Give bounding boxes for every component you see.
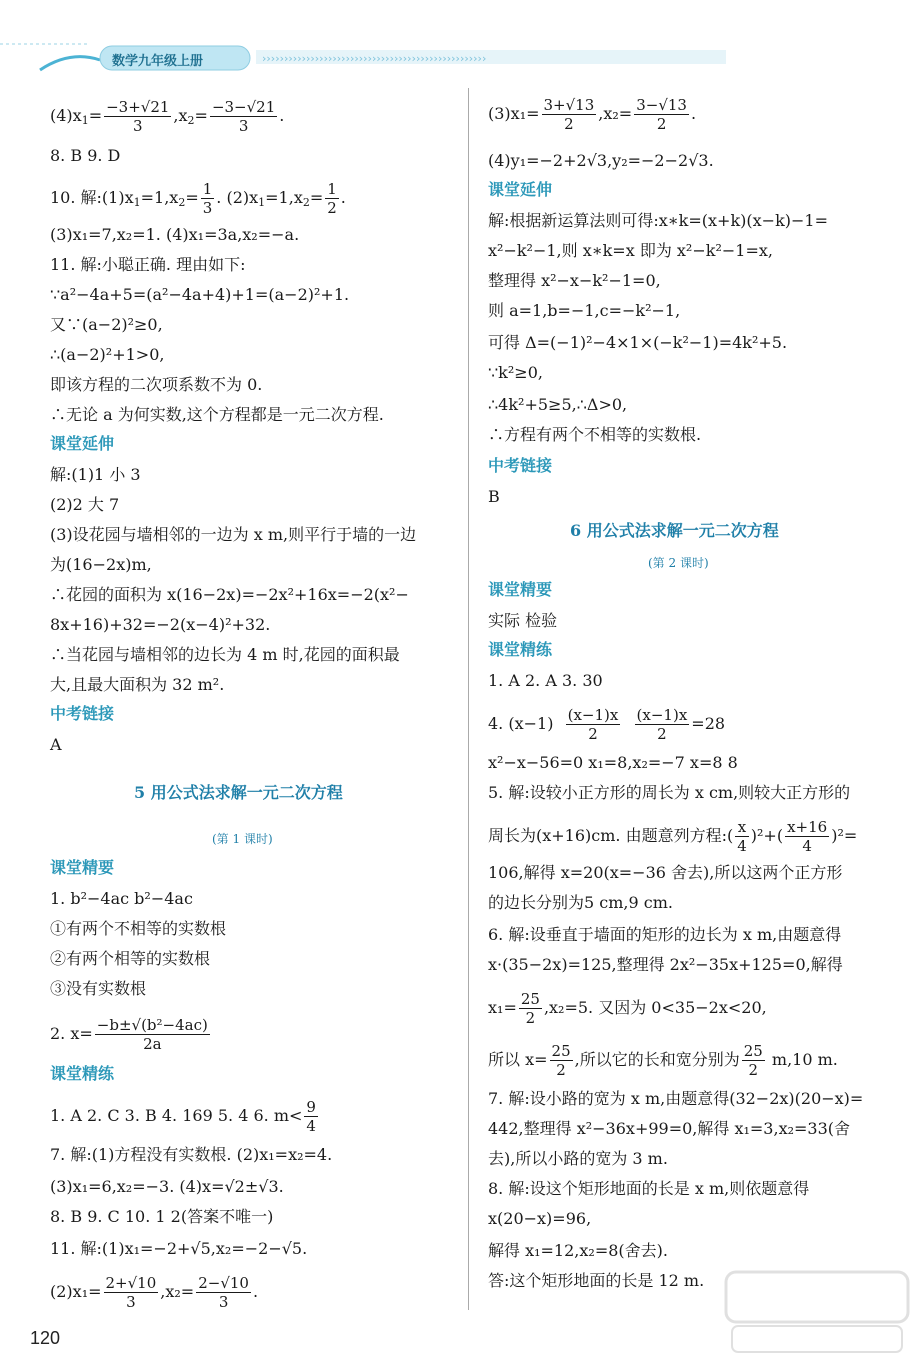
fraction: $\frac{-3-√21}{3}$	[211, 98, 276, 135]
answer-line: 大,且最大面积为 32 m².	[50, 675, 225, 694]
answer-line: 解得 x₁=12,x₂=8(舍去).	[488, 1241, 668, 1260]
answer-line: 8. 解:设这个矩形地面的长是 x m,则依题意得	[488, 1179, 810, 1198]
answer-line: 10. 解$:(1)x_1=1,x_2=$ $\frac{1}{3}$ . $(2)x_1=1,x_2=$ $\frac{1}{2}$ .	[50, 180, 346, 217]
answer-line: 实际 检验	[488, 611, 558, 630]
fraction: $\frac{3+√13}{2}$	[543, 96, 595, 133]
column-divider	[468, 88, 469, 1310]
answer-line: 解:根据新运算法则可得:x∗k=(x+k)(x−k)−1=	[488, 211, 828, 230]
answer-line: 4. (x−1) $\frac{(x-1)x}{2}$ $\frac{(x-1)x}{2}$ =28	[488, 706, 726, 743]
answer-line: ∴花园的面积为 x(16−2x)=−2x²+16x=−2(x²−	[50, 585, 409, 604]
answer-line: 7. 解:设小路的宽为 x m,由题意得(32−2x)(20−x)=	[488, 1089, 864, 1108]
lesson-subtitle: (第 2 课时)	[648, 556, 709, 570]
fraction: $\frac{25}{2}$	[743, 1042, 763, 1079]
answer-line: ②有两个相等的实数根	[50, 949, 211, 968]
answer-line: ∵a²−4a+5=(a²−4a+4)+1=(a−2)²+1.	[50, 285, 350, 304]
answer-line: x²−x−56=0 x₁=8,x₂=−7 x=8 8	[488, 753, 738, 772]
fraction: $\frac{2+√10}{3}$	[105, 1274, 157, 1311]
svg-text:››››››››››››››››››››››››››››››: ›››››››››››››››››››››››››››››››››››››››››››››››››››	[262, 52, 487, 65]
answer-line: ∵k²≥0,	[488, 363, 543, 382]
section-heading: 课堂精要	[488, 582, 553, 599]
answer-line: 为(16−2x)m,	[50, 555, 152, 574]
section-heading: 课堂延伸	[50, 436, 115, 453]
fraction: $\frac{x}{4}$	[737, 818, 747, 855]
answer-line: 解:(1)1 小 3	[50, 465, 141, 484]
answer-line: 1. A 2. C 3. B 4. 169 5. 4 6. m< $\frac{9}{4}$	[50, 1098, 316, 1135]
answer-line: (3)x₁=6,x₂=−3. (4)x=√2±√3.	[50, 1177, 284, 1196]
answer-line: 8. B 9. D	[50, 146, 121, 165]
fraction: $\frac{1}{3}$	[202, 180, 213, 217]
answer-line: ∴无论 a 为何实数,这个方程都是一元二次方程.	[50, 405, 384, 424]
page-number: 120	[30, 1328, 61, 1348]
answer-line: ∴4k²+5≥5,∴Δ>0,	[488, 395, 628, 414]
section-heading: 课堂精练	[488, 642, 553, 659]
answer-line: ∴方程有两个不相等的实数根.	[488, 425, 702, 444]
answer-line: 答:这个矩形地面的长是 12 m.	[488, 1271, 705, 1290]
answer-line: 又∵(a−2)²≥0,	[50, 315, 163, 334]
answer-line: (2)2 大 7	[50, 495, 120, 514]
answer-line: 106,解得 x=20(x=−36 舍去),所以这两个正方形	[488, 863, 843, 882]
fraction: $\frac{3-√13}{2}$	[636, 96, 687, 133]
fraction: $\frac{\text{−b±√(b²−4ac)}}{2a}$	[96, 1016, 208, 1053]
answer-line: (3)x₁=7,x₂=1. (4)x₁=3a,x₂=−a.	[50, 225, 300, 244]
answer-line: 2. x= $\frac{\text{−b±√(b²−4ac)}}{2a}$	[50, 1016, 208, 1053]
fraction: $\frac{25}{2}$	[520, 990, 540, 1027]
answer-line: (3)x₁= $\frac{3+√13}{2}$ ,x₂= $\frac{3-√13}{2}$ .	[488, 96, 697, 133]
answer-line: ①有两个不相等的实数根	[50, 919, 227, 938]
answer-line: 1. A 2. A 3. 30	[488, 671, 603, 690]
page-header	[0, 0, 916, 80]
answer-line: ③没有实数根	[50, 979, 147, 998]
answer-line: 8. B 9. C 10. 1 2(答案不唯一)	[50, 1207, 274, 1226]
lesson-subtitle: (第 1 课时)	[212, 832, 273, 846]
answer-line: 11. 解:小聪正确. 理由如下:	[50, 255, 246, 274]
answer-line: 所以 x= $\frac{25}{2}$ ,所以它的长和宽分别为 $\frac{25}{2}$ m,10 m.	[488, 1042, 838, 1079]
section-heading: 课堂精要	[50, 860, 115, 877]
answer-line: 可得 Δ=(−1)²−4×1×(−k²−1)=4k²+5.	[488, 333, 788, 352]
fraction: $\frac{25}{2}$	[551, 1042, 571, 1079]
answer-line: 即该方程的二次项系数不为 0.	[50, 375, 263, 394]
answer-line: (2)x₁= $\frac{2+√10}{3}$ ,x₂= $\frac{2-√10}{3}$ .	[50, 1274, 259, 1311]
fraction: $\frac{x+16}{4}$	[787, 818, 828, 855]
watermark-logo	[722, 1268, 912, 1358]
answer-line: ∴(a−2)²+1>0,	[50, 345, 165, 364]
answer-line: 周长为(x+16)cm. 由题意列方程:( $\frac{x}{4}$ )²+( $\frac{x+16}{4}$ )²=	[488, 818, 858, 855]
answer-line: (4)y₁=−2+2√3,y₂=−2−2√3.	[488, 151, 714, 170]
answer-line: 整理得 x²−x−k²−1=0,	[488, 271, 661, 290]
answer-line: 11. 解:(1)x₁=−2+√5,x₂=−2−√5.	[50, 1239, 308, 1258]
answer-line: 去),所以小路的宽为 3 m.	[488, 1149, 668, 1168]
answer-line: B	[488, 487, 500, 506]
answer-line: (3)设花园与墙相邻的一边为 x m,则平行于墙的一边	[50, 525, 417, 544]
answer-line: 5. 解:设较小正方形的周长为 x cm,则较大正方形的	[488, 783, 851, 802]
answer-line: 的边长分别为5 cm,9 cm.	[488, 893, 673, 912]
answer-line: $(4)x_1=$ $\frac{-3+√21}{3}$ $,x_2=$ $\frac{-3-√21}{3}$ .	[50, 98, 285, 135]
answer-line: 7. 解:(1)方程没有实数根. (2)x₁=x₂=4.	[50, 1145, 333, 1164]
section-heading: 中考链接	[50, 706, 115, 723]
fraction: $\frac{(x-1)x}{2}$	[636, 706, 688, 743]
answer-line: 6. 解:设垂直于墙面的矩形的边长为 x m,由题意得	[488, 925, 842, 944]
answer-line: 则 a=1,b=−1,c=−k²−1,	[488, 301, 681, 320]
answer-line: 8x+16)+32=−2(x−4)²+32.	[50, 615, 271, 634]
section-heading: 课堂精练	[50, 1066, 115, 1083]
section-heading: 课堂延伸	[488, 182, 553, 199]
answer-line: ∴当花园与墙相邻的边长为 4 m 时,花园的面积最	[50, 645, 400, 664]
fraction: $\frac{1}{2}$	[327, 180, 337, 217]
fraction: $\frac{2-√10}{3}$	[198, 1274, 249, 1311]
fraction: $\frac{-3+√21}{3}$	[106, 98, 170, 135]
answer-line: 442,整理得 x²−36x+99=0,解得 x₁=3,x₂=33(舍	[488, 1119, 851, 1138]
answer-line: x₁= $\frac{25}{2}$ ,x₂=5. 又因为 0<35−2x<20,	[488, 990, 767, 1027]
answer-line: x²−k²−1,则 x∗k=x 即为 x²−k²−1=x,	[488, 241, 773, 260]
lesson-title: 6 用公式法求解一元二次方程	[570, 521, 779, 540]
book-title: 数学九年级上册	[112, 54, 204, 69]
answer-line: 1. b²−4ac b²−4ac	[50, 889, 193, 908]
lesson-title: 5 用公式法求解一元二次方程	[134, 783, 343, 802]
answer-line: A	[50, 735, 62, 754]
section-heading: 中考链接	[488, 458, 553, 475]
fraction: $\frac{9}{4}$	[306, 1098, 316, 1135]
answer-line: x·(35−2x)=125,整理得 2x²−35x+125=0,解得	[488, 955, 843, 974]
answer-line: x(20−x)=96,	[488, 1209, 592, 1228]
fraction: $\frac{(x-1)x}{2}$	[567, 706, 619, 743]
